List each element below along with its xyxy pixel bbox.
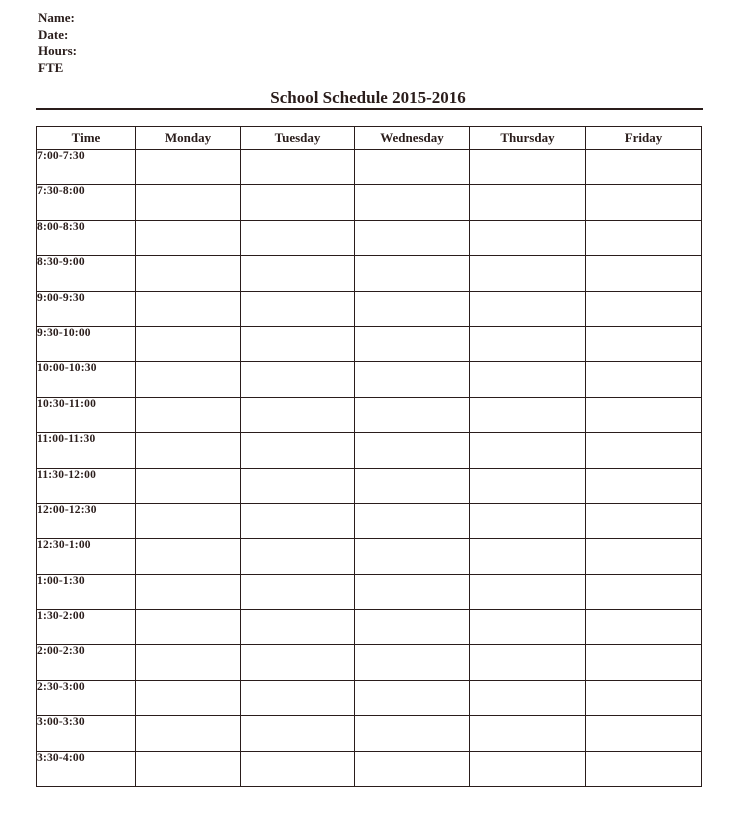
time-slot-cell: 2:00-2:30 xyxy=(37,645,136,680)
table-row xyxy=(37,220,702,255)
schedule-cell-friday[interactable] xyxy=(586,503,702,538)
schedule-cell-monday[interactable] xyxy=(136,150,241,185)
table-row xyxy=(37,433,702,468)
schedule-cell-tuesday[interactable] xyxy=(241,256,355,291)
schedule-cell-monday[interactable] xyxy=(136,503,241,538)
schedule-cell-monday[interactable] xyxy=(136,680,241,715)
hours-field-label: Hours: xyxy=(38,43,77,58)
schedule-cell-monday[interactable] xyxy=(136,185,241,220)
time-slot-cell: 10:00-10:30 xyxy=(37,362,136,397)
schedule-cell-wednesday[interactable] xyxy=(355,645,470,680)
schedule-cell-wednesday[interactable] xyxy=(355,468,470,503)
schedule-cell-thursday[interactable] xyxy=(470,150,586,185)
time-slot-cell: 12:00-12:30 xyxy=(37,503,136,538)
schedule-cell-friday[interactable] xyxy=(586,362,702,397)
schedule-cell-tuesday[interactable] xyxy=(241,150,355,185)
schedule-cell-tuesday[interactable] xyxy=(241,610,355,645)
time-slot-cell: 12:30-1:00 xyxy=(37,539,136,574)
time-slot-cell: 3:00-3:30 xyxy=(37,716,136,751)
schedule-cell-thursday[interactable] xyxy=(470,468,586,503)
time-slot-cell: 2:30-3:00 xyxy=(37,680,136,715)
name-field-label: Name: xyxy=(38,10,75,25)
schedule-cell-tuesday[interactable] xyxy=(241,716,355,751)
column-header-wednesday: Wednesday xyxy=(355,127,470,150)
time-slot-cell: 1:00-1:30 xyxy=(37,574,136,609)
table-row xyxy=(37,574,702,609)
schedule-cell-thursday[interactable] xyxy=(470,751,586,786)
schedule-cell-friday[interactable] xyxy=(586,610,702,645)
schedule-cell-thursday[interactable] xyxy=(470,256,586,291)
schedule-cell-monday[interactable] xyxy=(136,716,241,751)
schedule-cell-monday[interactable] xyxy=(136,256,241,291)
column-header-thursday: Thursday xyxy=(470,127,586,150)
schedule-cell-friday[interactable] xyxy=(586,291,702,326)
schedule-cell-wednesday[interactable] xyxy=(355,433,470,468)
table-row xyxy=(37,150,702,185)
schedule-cell-monday[interactable] xyxy=(136,326,241,361)
schedule-cell-tuesday[interactable] xyxy=(241,433,355,468)
schedule-cell-wednesday[interactable] xyxy=(355,680,470,715)
schedule-cell-thursday[interactable] xyxy=(470,645,586,680)
schedule-cell-tuesday[interactable] xyxy=(241,397,355,432)
schedule-cell-tuesday[interactable] xyxy=(241,574,355,609)
table-row xyxy=(37,539,702,574)
table-row xyxy=(37,680,702,715)
schedule-cell-tuesday[interactable] xyxy=(241,539,355,574)
schedule-cell-monday[interactable] xyxy=(136,645,241,680)
column-header-friday: Friday xyxy=(586,127,702,150)
schedule-cell-thursday[interactable] xyxy=(470,610,586,645)
time-slot-cell: 9:00-9:30 xyxy=(37,291,136,326)
schedule-cell-tuesday[interactable] xyxy=(241,468,355,503)
table-row xyxy=(37,610,702,645)
table-row xyxy=(37,362,702,397)
title-divider xyxy=(36,108,703,110)
schedule-cell-friday[interactable] xyxy=(586,185,702,220)
time-slot-cell: 7:00-7:30 xyxy=(37,150,136,185)
schedule-cell-tuesday[interactable] xyxy=(241,751,355,786)
header-row xyxy=(37,127,702,150)
schedule-cell-friday[interactable] xyxy=(586,220,702,255)
schedule-cell-monday[interactable] xyxy=(136,220,241,255)
schedule-cell-friday[interactable] xyxy=(586,645,702,680)
schedule-cell-thursday[interactable] xyxy=(470,574,586,609)
schedule-cell-friday[interactable] xyxy=(586,468,702,503)
schedule-cell-wednesday[interactable] xyxy=(355,574,470,609)
schedule-cell-tuesday[interactable] xyxy=(241,326,355,361)
table-row xyxy=(37,751,702,786)
schedule-cell-wednesday[interactable] xyxy=(355,751,470,786)
column-header-tuesday: Tuesday xyxy=(241,127,355,150)
time-slot-cell: 8:00-8:30 xyxy=(37,220,136,255)
time-slot-cell: 3:30-4:00 xyxy=(37,751,136,786)
schedule-cell-wednesday[interactable] xyxy=(355,256,470,291)
schedule-cell-monday[interactable] xyxy=(136,610,241,645)
schedule-cell-monday[interactable] xyxy=(136,751,241,786)
column-header-monday: Monday xyxy=(136,127,241,150)
schedule-cell-monday[interactable] xyxy=(136,574,241,609)
schedule-cell-monday[interactable] xyxy=(136,291,241,326)
schedule-cell-monday[interactable] xyxy=(136,362,241,397)
schedule-cell-friday[interactable] xyxy=(586,433,702,468)
table-row xyxy=(37,256,702,291)
schedule-cell-friday[interactable] xyxy=(586,397,702,432)
schedule-cell-tuesday[interactable] xyxy=(241,220,355,255)
time-slot-cell: 10:30-11:00 xyxy=(37,397,136,432)
schedule-cell-wednesday[interactable] xyxy=(355,326,470,361)
schedule-cell-tuesday[interactable] xyxy=(241,503,355,538)
time-slot-cell: 1:30-2:00 xyxy=(37,610,136,645)
schedule-cell-monday[interactable] xyxy=(136,433,241,468)
schedule-cell-thursday[interactable] xyxy=(470,326,586,361)
schedule-cell-thursday[interactable] xyxy=(470,503,586,538)
schedule-cell-thursday[interactable] xyxy=(470,362,586,397)
schedule-cell-wednesday[interactable] xyxy=(355,220,470,255)
schedule-cell-tuesday[interactable] xyxy=(241,291,355,326)
schedule-cell-wednesday[interactable] xyxy=(355,716,470,751)
time-slot-cell: 7:30-8:00 xyxy=(37,185,136,220)
schedule-cell-tuesday[interactable] xyxy=(241,185,355,220)
time-slot-cell: 9:30-10:00 xyxy=(37,326,136,361)
schedule-cell-thursday[interactable] xyxy=(470,539,586,574)
schedule-cell-thursday[interactable] xyxy=(470,680,586,715)
schedule-cell-wednesday[interactable] xyxy=(355,539,470,574)
schedule-cell-wednesday[interactable] xyxy=(355,503,470,538)
schedule-cell-friday[interactable] xyxy=(586,326,702,361)
time-slot-cell: 8:30-9:00 xyxy=(37,256,136,291)
page-title: School Schedule 2015-2016 xyxy=(270,88,466,107)
schedule-cell-friday[interactable] xyxy=(586,150,702,185)
fte-field-label: FTE xyxy=(38,59,64,75)
table-row xyxy=(37,645,702,680)
schedule-cell-monday[interactable] xyxy=(136,468,241,503)
table-row xyxy=(37,468,702,503)
date-field-label: Date: xyxy=(38,26,69,42)
schedule-cell-thursday[interactable] xyxy=(470,397,586,432)
time-slot-cell: 11:00-11:30 xyxy=(37,433,136,468)
schedule-cell-wednesday[interactable] xyxy=(355,150,470,185)
table-row xyxy=(37,397,702,432)
schedule-cell-friday[interactable] xyxy=(586,256,702,291)
schedule-cell-thursday[interactable] xyxy=(470,220,586,255)
schedule-cell-tuesday[interactable] xyxy=(241,362,355,397)
schedule-cell-wednesday[interactable] xyxy=(355,397,470,432)
schedule-cell-thursday[interactable] xyxy=(470,716,586,751)
table-row xyxy=(37,326,702,361)
schedule-cell-friday[interactable] xyxy=(586,751,702,786)
schedule-cell-monday[interactable] xyxy=(136,397,241,432)
schedule-cell-thursday[interactable] xyxy=(470,433,586,468)
header-fields xyxy=(38,10,77,76)
schedule-cell-tuesday[interactable] xyxy=(241,680,355,715)
schedule-cell-monday[interactable] xyxy=(136,539,241,574)
schedule-cell-wednesday[interactable] xyxy=(355,610,470,645)
schedule-cell-wednesday[interactable] xyxy=(355,291,470,326)
schedule-cell-wednesday[interactable] xyxy=(355,362,470,397)
time-slot-cell: 11:30-12:00 xyxy=(37,468,136,503)
schedule-cell-friday[interactable] xyxy=(586,716,702,751)
schedule-body xyxy=(37,150,702,787)
table-row xyxy=(37,716,702,751)
schedule-cell-friday[interactable] xyxy=(586,574,702,609)
schedule-cell-friday[interactable] xyxy=(586,539,702,574)
table-row xyxy=(37,291,702,326)
table-row xyxy=(37,503,702,538)
schedule-cell-thursday[interactable] xyxy=(470,291,586,326)
schedule-cell-friday[interactable] xyxy=(586,680,702,715)
schedule-table xyxy=(36,126,702,787)
schedule-cell-tuesday[interactable] xyxy=(241,645,355,680)
schedule-cell-wednesday[interactable] xyxy=(355,185,470,220)
table-row xyxy=(37,185,702,220)
column-header-time: Time xyxy=(37,127,136,150)
schedule-cell-thursday[interactable] xyxy=(470,185,586,220)
